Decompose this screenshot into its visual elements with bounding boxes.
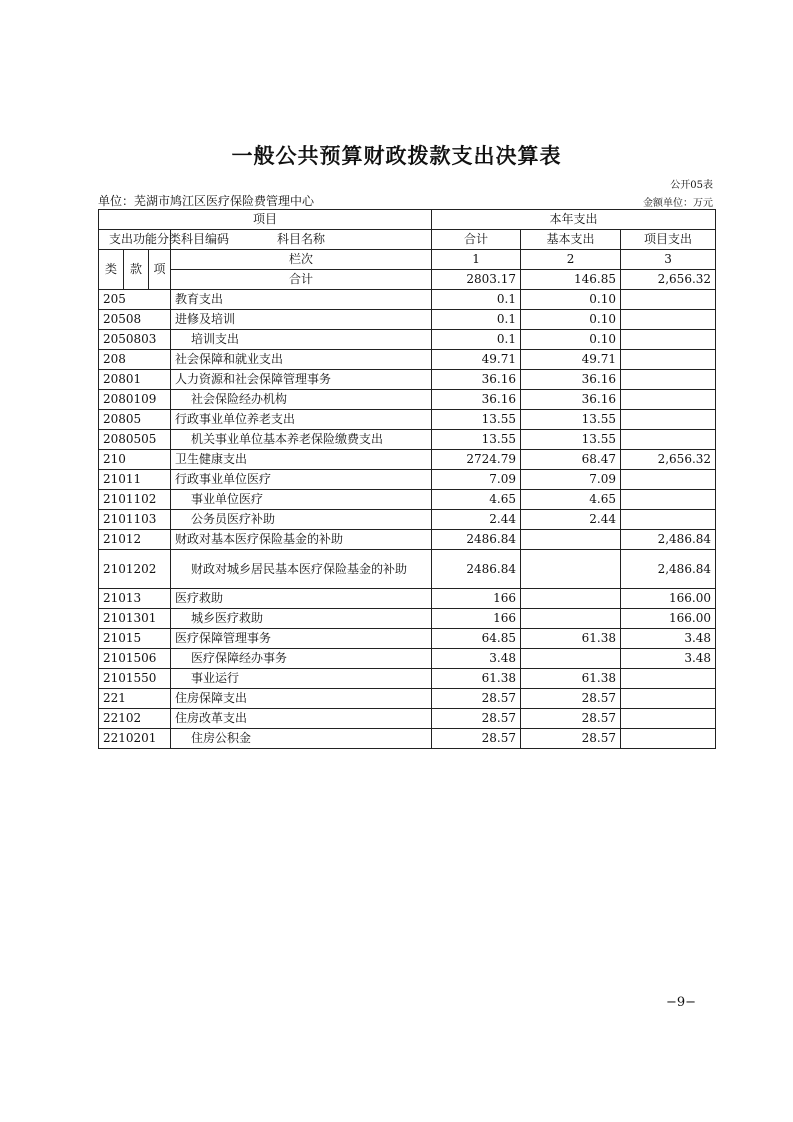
row-code: 22102 [99,709,171,729]
row-code: 2050803 [99,330,171,350]
row-total: 166 [432,609,521,629]
row-basic: 28.57 [521,709,621,729]
row-code: 2101301 [99,609,171,629]
row-total: 13.55 [432,430,521,450]
row-basic: 61.38 [521,629,621,649]
row-code: 2101506 [99,649,171,669]
row-name: 事业单位医疗 [171,490,432,510]
table-row [99,629,716,649]
header-kuan: 款 [124,250,149,290]
row-basic: 7.09 [521,470,621,490]
row-basic: 0.10 [521,310,621,330]
row-name: 住房保障支出 [171,689,432,709]
row-code: 2210201 [99,729,171,749]
row-code: 221 [99,689,171,709]
row-name: 卫生健康支出 [171,450,432,470]
row-code: 21011 [99,470,171,490]
row-total: 2486.84 [432,550,521,589]
row-project [621,290,716,310]
row-name: 医疗保障管理事务 [171,629,432,649]
row-name: 公务员医疗补助 [171,510,432,530]
row-total: 0.1 [432,310,521,330]
table-row [99,669,716,689]
row-total: 28.57 [432,709,521,729]
row-code: 2101103 [99,510,171,530]
header-project-exp: 项目支出 [621,230,716,250]
row-project: 3.48 [621,629,716,649]
table-row [99,310,716,330]
row-name: 住房改革支出 [171,709,432,729]
header-lei: 类 [99,250,124,290]
header-row-1 [99,210,716,230]
header-total: 合计 [432,230,521,250]
row-basic: 4.65 [521,490,621,510]
row-basic: 28.57 [521,729,621,749]
table-row [99,410,716,430]
row-name: 社会保险经办机构 [171,390,432,410]
table-row [99,370,716,390]
row-basic [521,530,621,550]
row-code: 20805 [99,410,171,430]
row-total: 2.44 [432,510,521,530]
header-col2: 2 [521,250,621,270]
row-basic: 13.55 [521,430,621,450]
row-total: 61.38 [432,669,521,689]
row-name: 医疗救助 [171,589,432,609]
row-code: 21012 [99,530,171,550]
header-func-code: 支出功能分类科目编码 [99,230,171,250]
row-project [621,709,716,729]
row-total: 28.57 [432,729,521,749]
row-code: 20801 [99,370,171,390]
row-total: 0.1 [432,330,521,350]
table-row [99,510,716,530]
table-row [99,589,716,609]
row-total: 13.55 [432,410,521,430]
row-project: 166.00 [621,609,716,629]
row-code: 21013 [99,589,171,609]
row-basic [521,609,621,629]
header-current-year: 本年支出 [432,210,716,230]
row-project [621,729,716,749]
row-project [621,669,716,689]
row-project [621,410,716,430]
row-code: 2101202 [99,550,171,589]
row-project [621,350,716,370]
row-total: 2486.84 [432,530,521,550]
header-row-3 [99,250,716,270]
table-row [99,390,716,410]
page-title: 一般公共预算财政拨款支出决算表 [231,144,562,168]
total-row [99,270,716,290]
row-basic: 28.57 [521,689,621,709]
row-name: 培训支出 [171,330,432,350]
table-row [99,430,716,450]
row-name: 机关事业单位基本养老保险缴费支出 [171,430,432,450]
row-project [621,510,716,530]
row-project: 166.00 [621,589,716,609]
row-total: 36.16 [432,390,521,410]
table-row [99,350,716,370]
row-basic [521,649,621,669]
row-name: 医疗保障经办事务 [171,649,432,669]
row-total: 3.48 [432,649,521,669]
table-row [99,290,716,310]
total-project: 2,656.32 [621,270,716,290]
row-basic [521,550,621,589]
header-project: 项目 [99,210,432,230]
row-basic: 13.55 [521,410,621,430]
row-project [621,370,716,390]
row-project [621,470,716,490]
row-code: 21015 [99,629,171,649]
budget-table [98,209,716,749]
row-name: 财政对城乡居民基本医疗保险基金的补助 [171,550,432,589]
page-number: −9− [666,995,697,1010]
header-xiang: 项 [149,250,171,290]
row-total: 166 [432,589,521,609]
row-name: 教育支出 [171,290,432,310]
row-name: 财政对基本医疗保险基金的补助 [171,530,432,550]
row-total: 4.65 [432,490,521,510]
table-row [99,530,716,550]
row-project [621,310,716,330]
row-total: 28.57 [432,689,521,709]
header-basic: 基本支出 [521,230,621,250]
row-total: 0.1 [432,290,521,310]
row-name: 社会保障和就业支出 [171,350,432,370]
header-col3: 3 [621,250,716,270]
row-name: 行政事业单位医疗 [171,470,432,490]
row-name: 进修及培训 [171,310,432,330]
row-name: 城乡医疗救助 [171,609,432,629]
row-total: 7.09 [432,470,521,490]
row-project: 2,486.84 [621,530,716,550]
table-row [99,450,716,470]
table-row [99,550,716,589]
row-code: 208 [99,350,171,370]
table-row [99,709,716,729]
header-row-label: 栏次 [171,250,432,270]
money-unit: 金额单位：万元 [643,198,713,209]
table-row [99,470,716,490]
row-basic: 2.44 [521,510,621,530]
row-basic: 36.16 [521,390,621,410]
row-total: 64.85 [432,629,521,649]
row-name: 事业运行 [171,669,432,689]
row-project [621,390,716,410]
row-basic: 0.10 [521,290,621,310]
table-row [99,330,716,350]
total-basic: 146.85 [521,270,621,290]
row-code: 20508 [99,310,171,330]
row-total: 2724.79 [432,450,521,470]
row-code: 210 [99,450,171,470]
row-basic [521,589,621,609]
total-label: 合计 [171,270,432,290]
row-name: 住房公积金 [171,729,432,749]
reporting-unit: 单位：芜湖市鸠江区医疗保险费管理中心 [98,194,315,208]
row-code: 2101102 [99,490,171,510]
row-code: 2080505 [99,430,171,450]
table-row [99,729,716,749]
row-code: 205 [99,290,171,310]
header-subject-name: 科目名称 [171,230,432,250]
table-row [99,490,716,510]
row-code: 2101550 [99,669,171,689]
row-project [621,430,716,450]
row-project: 2,486.84 [621,550,716,589]
row-total: 49.71 [432,350,521,370]
row-basic: 49.71 [521,350,621,370]
row-project [621,330,716,350]
table-row [99,689,716,709]
row-code: 2080109 [99,390,171,410]
row-name: 行政事业单位养老支出 [171,410,432,430]
row-project [621,689,716,709]
row-project: 3.48 [621,649,716,669]
row-basic: 68.47 [521,450,621,470]
row-basic: 36.16 [521,370,621,390]
row-basic: 0.10 [521,330,621,350]
header-row-2 [99,230,716,250]
row-name: 人力资源和社会保障管理事务 [171,370,432,390]
form-number: 公开05表 [670,180,713,191]
table-row [99,609,716,629]
header-col1: 1 [432,250,521,270]
row-project [621,490,716,510]
row-basic: 61.38 [521,669,621,689]
row-total: 36.16 [432,370,521,390]
row-project: 2,656.32 [621,450,716,470]
table-row [99,649,716,669]
total-total: 2803.17 [432,270,521,290]
